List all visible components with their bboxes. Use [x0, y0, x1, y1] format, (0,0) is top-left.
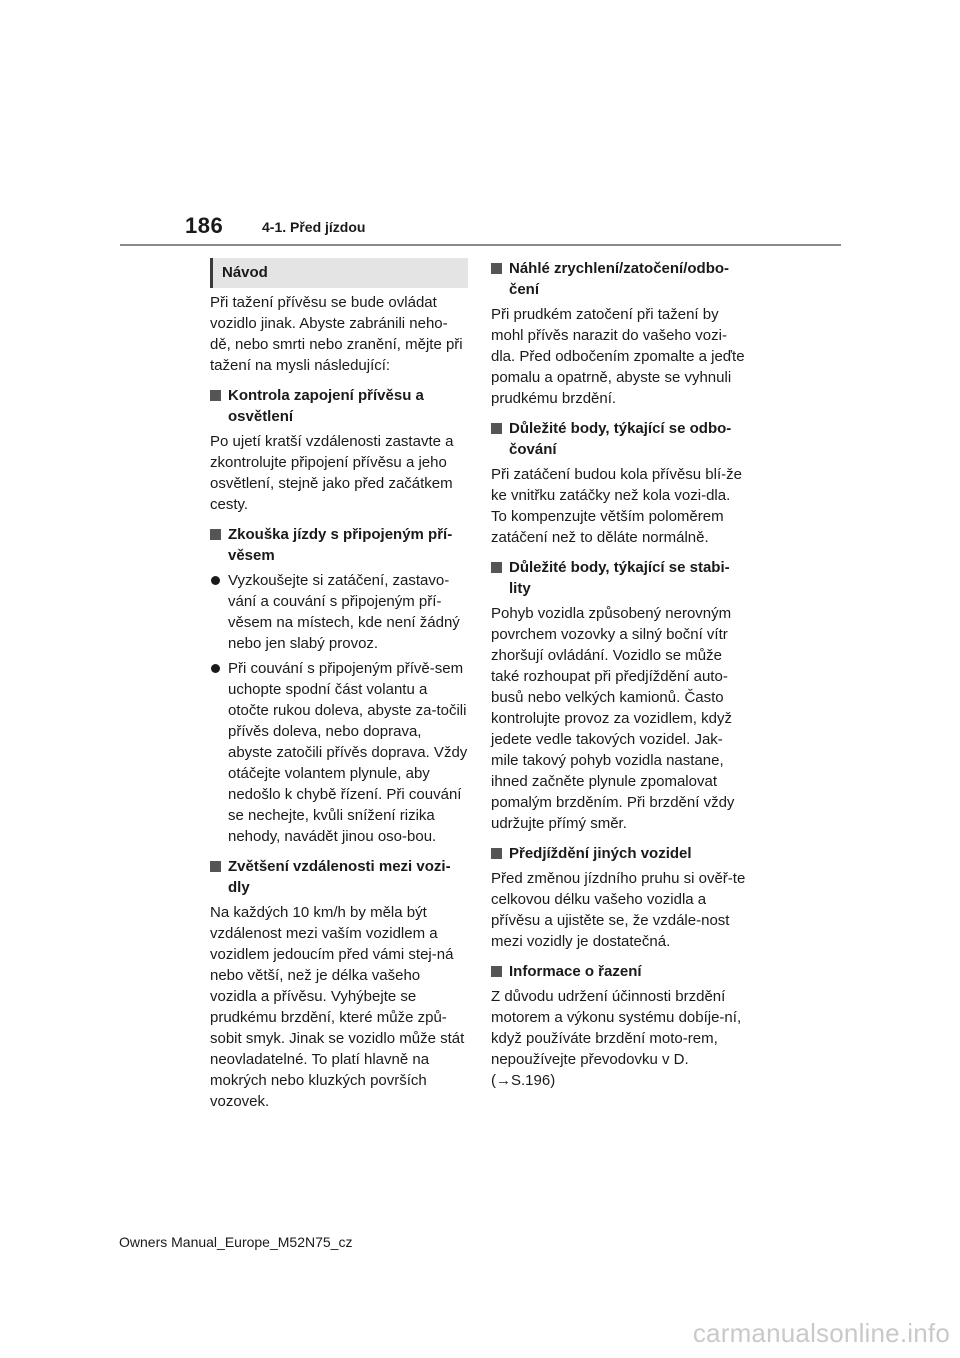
- round-bullet-icon: [211, 576, 220, 585]
- heading-text: Náhlé zrychlení/zatočení/odbo-čení: [509, 260, 730, 298]
- square-bullet-icon: [491, 966, 502, 977]
- section-title: 4-1. Před jízdou: [262, 219, 366, 235]
- heading-text: Zkouška jízdy s připojeným pří-věsem: [228, 526, 453, 564]
- section-paragraph: Při zatáčení budou kola přívěsu blí-že ke vnitřku zatáčky než kola vozi-dla. To kompenzujte větším poloměrem zatáčení než to děláte normálně.: [491, 466, 742, 546]
- section-heading: [491, 258, 749, 300]
- bullet-text: Vyzkoušejte si zatáčení, zastavo-vání a couvání s připojeným pří-věsem na místech, kde není žádný nebo jen slabý provoz.: [228, 572, 460, 652]
- square-bullet-icon: [491, 423, 502, 434]
- heading-text: Předjíždění jiných vozidel: [509, 845, 692, 862]
- heading-text: Důležité body, týkající se odbo-čování: [509, 420, 732, 458]
- intro-paragraph: Při tažení přívěsu se bude ovládat vozidlo jinak. Abyste zabránili neho-dě, nebo smrti nebo zranění, mějte při tažení na mysli následující:: [210, 294, 463, 374]
- section-heading: [491, 961, 749, 982]
- header-divider: [120, 244, 841, 246]
- section-paragraph: Pohyb vozidla způsobený nerovným povrchem vozovky a silný boční vítr zhoršují ovládání. Vozidlo se může také rozhoupat při předjíždění auto-busů nebo velkých kamionů. Často kontrolujte provoz za vozidlem, když jedete vedle takových vozidel. Jak-mile takový pohyb vozidla nastane, ihned začněte plynule zpomalovat pomalým brzděním. Při brzdění vždy udržujte přímý směr.: [491, 605, 735, 832]
- section-heading: [210, 524, 468, 566]
- bullet-item: [210, 658, 468, 847]
- round-bullet-icon: [211, 664, 220, 673]
- square-bullet-icon: [491, 848, 502, 859]
- section-heading: [491, 557, 749, 599]
- bullet-text: Při couvání s připojeným přívě-sem uchopte spodní část volantu a otočte rukou doleva, abyste za-točili přívěs doleva, nebo doprava, abyste zatočili přívěs doprava. Vždy otáčejte volantem plynule, aby nedošlo k chybě řízení. Při couvání se nechejte, kvůli snížení rizika nehody, navádět jinou oso-bou.: [228, 660, 468, 845]
- square-bullet-icon: [491, 263, 502, 274]
- section-paragraph: Po ujetí kratší vzdálenosti zastavte a zkontrolujte připojení přívěsu a jeho osvětlení, stejně jako před začátkem cesty.: [210, 433, 454, 513]
- section-heading: [491, 418, 749, 460]
- heading-text: Informace o řazení: [509, 963, 642, 980]
- left-column: [210, 258, 468, 1121]
- watermark: carmanualsonline.info: [692, 1318, 950, 1348]
- bullet-item: [210, 570, 468, 654]
- page-number: 186: [185, 213, 224, 238]
- heading-text: Důležité body, týkající se stabi-lity: [509, 559, 730, 597]
- square-bullet-icon: [210, 861, 221, 872]
- footer-text: Owners Manual_Europe_M52N75_cz: [119, 1234, 353, 1250]
- square-bullet-icon: [210, 390, 221, 401]
- square-bullet-icon: [210, 529, 221, 540]
- guide-box-title: Návod: [210, 258, 468, 288]
- right-column: [491, 258, 749, 1100]
- section-heading: [210, 385, 468, 427]
- heading-text: Kontrola zapojení přívěsu a osvětlení: [228, 387, 424, 425]
- heading-text: Zvětšení vzdálenosti mezi vozi-dly: [228, 858, 451, 896]
- section-paragraph: Z důvodu udržení účinnosti brzdění motorem a výkonu systému dobíje-ní, když používáte brzdění moto-rem, nepoužívejte převodovku v D. (→S.196): [491, 988, 742, 1089]
- section-heading: [491, 843, 749, 864]
- section-paragraph: Před změnou jízdního pruhu si ověř-te celkovou délku vašeho vozidla a přívěsu a ujistěte se, že vzdále-nost mezi vozidly je dostatečná.: [491, 870, 746, 950]
- section-heading: [210, 856, 468, 898]
- section-paragraph: Na každých 10 km/h by měla být vzdálenost mezi vaším vozidlem a vozidlem jedoucím před vámi stej-ná nebo větší, než je délka vašeho vozidla a přívěsu. Vyhýbejte se prudkému brzdění, které může způ-sobit smyk. Jinak se vozidlo může stát neovladatelné. To platí hlavně na mokrých nebo kluzkých površích vozovek.: [210, 904, 465, 1110]
- section-paragraph: Při prudkém zatočení při tažení by mohl přívěs narazit do vašeho vozi-dla. Před odbočením zpomalte a jeďte pomalu a opatrně, abyste se vyhnuli prudkému brzdění.: [491, 306, 745, 407]
- square-bullet-icon: [491, 562, 502, 573]
